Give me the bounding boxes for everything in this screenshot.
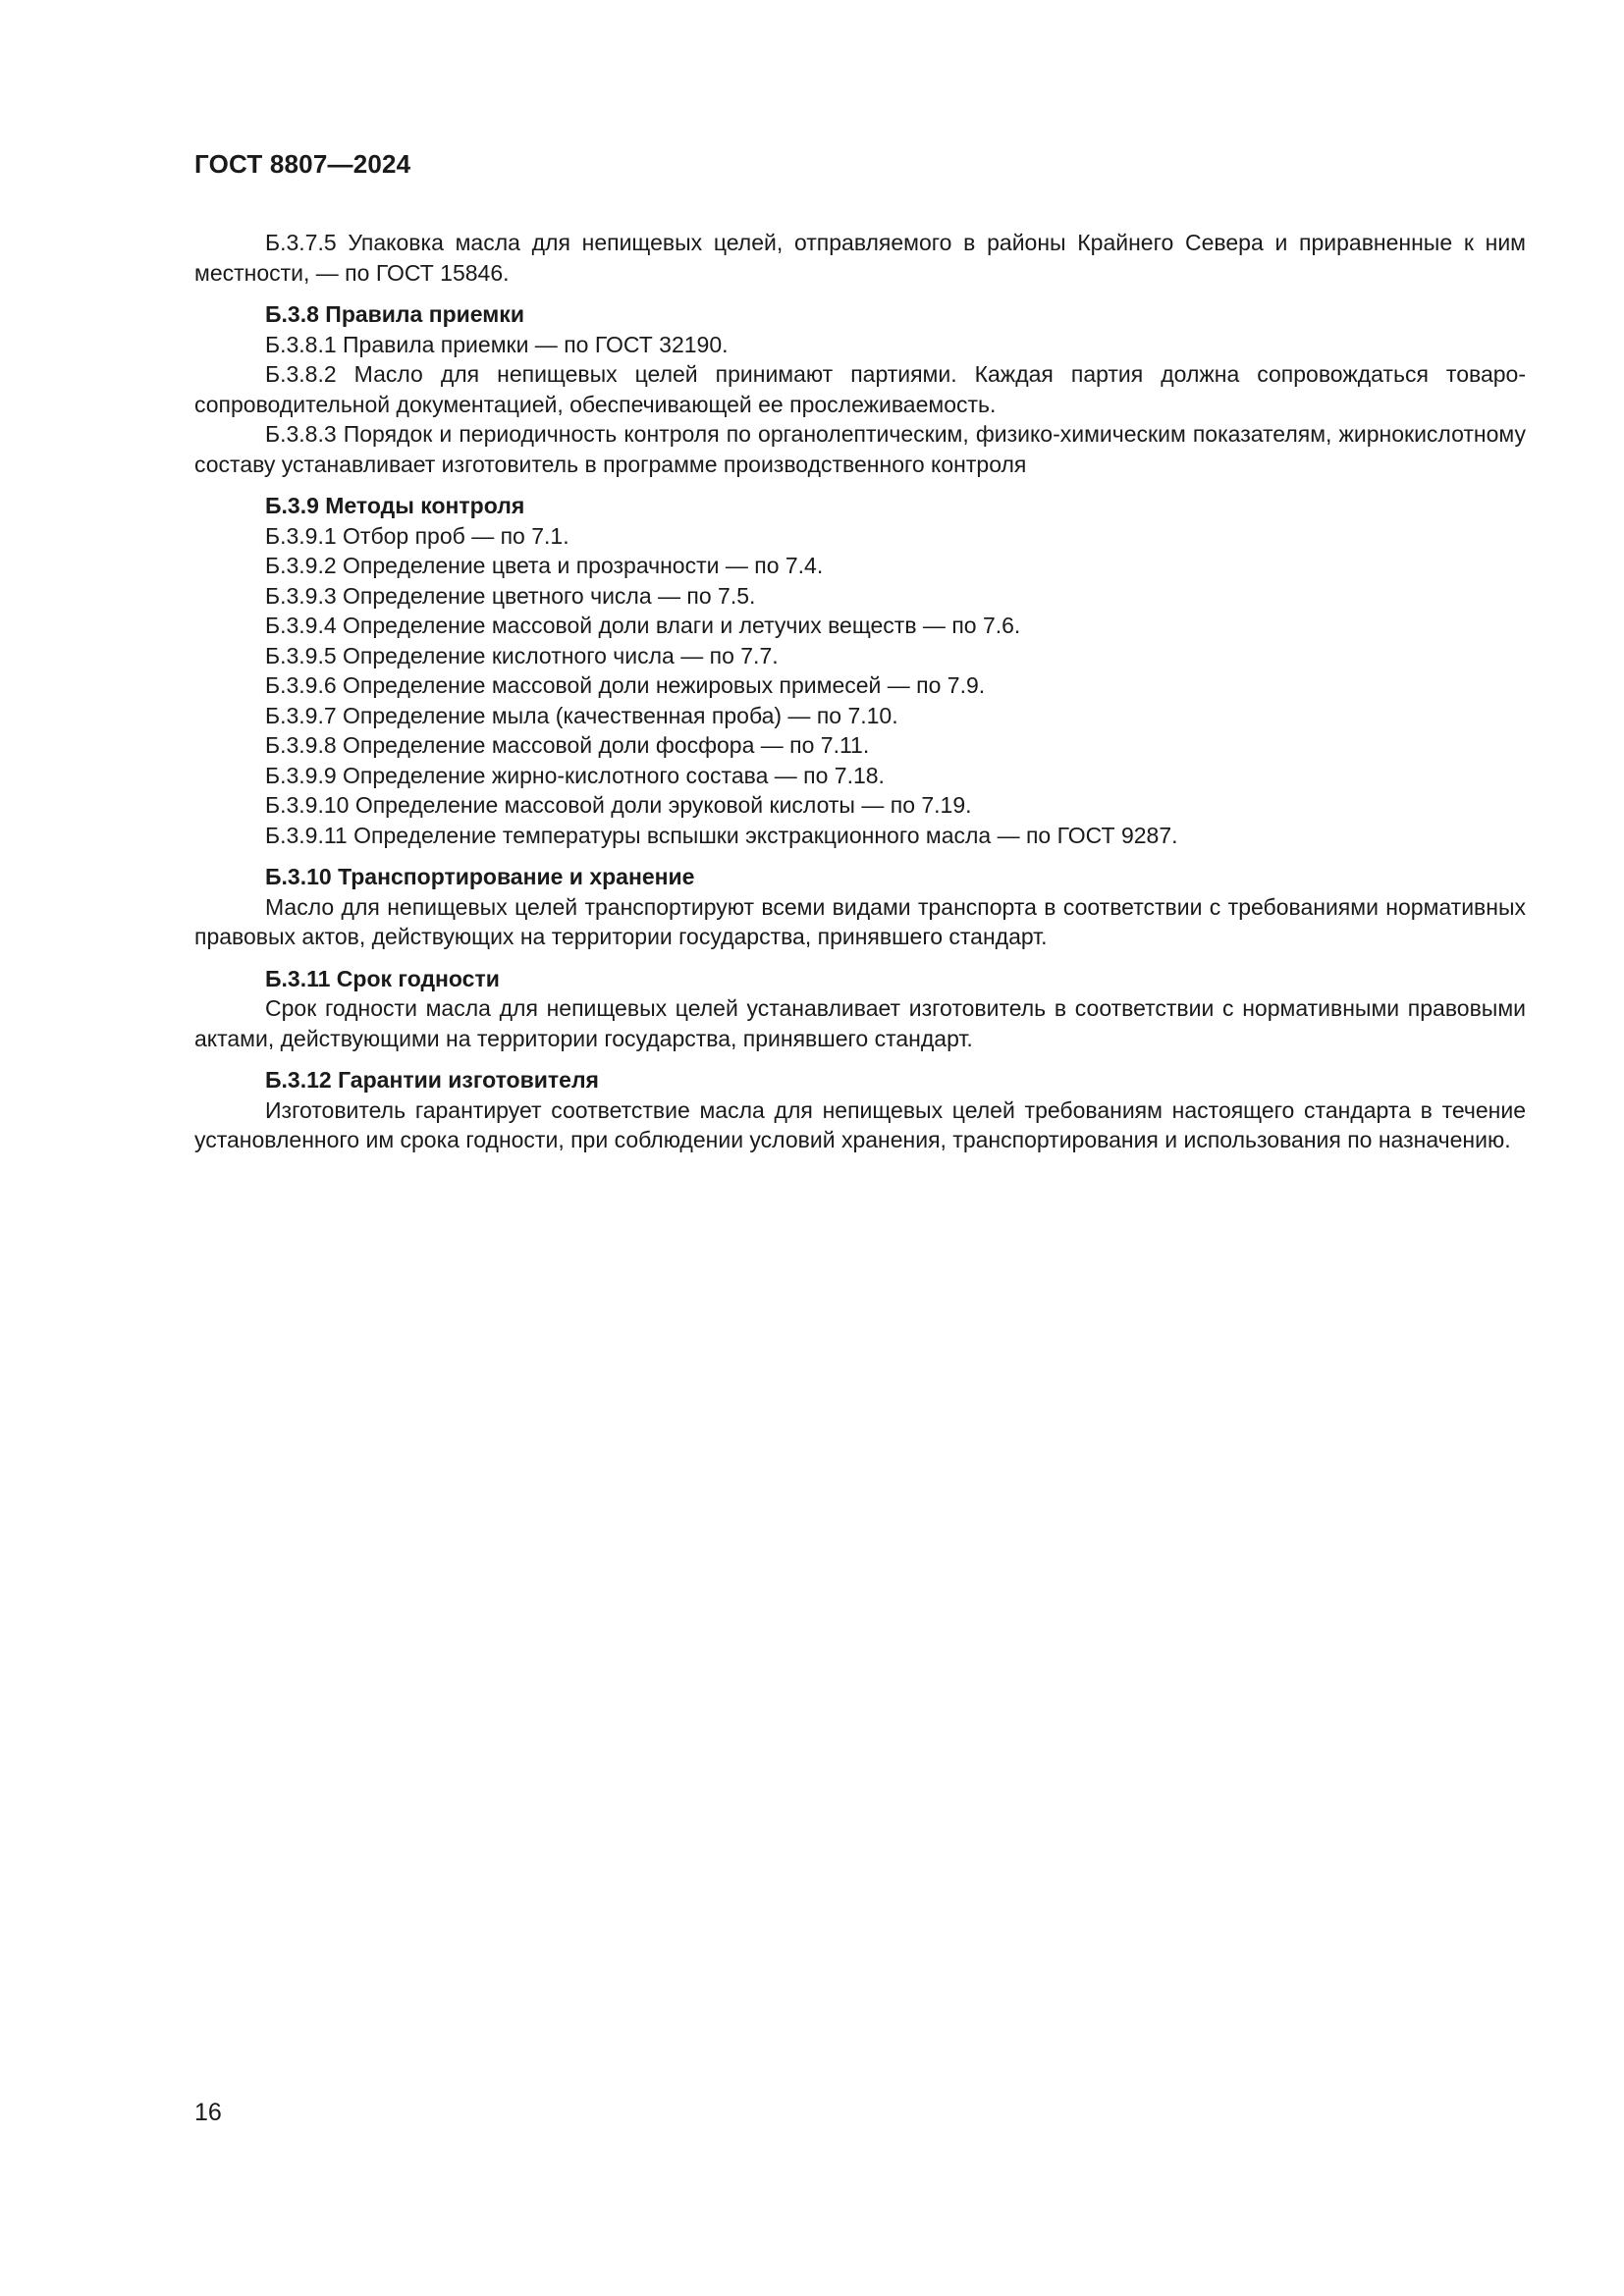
spacer <box>194 952 1526 964</box>
section-heading-b38: Б.3.8 Правила приемки <box>265 301 524 327</box>
list-item: Б.3.9.1 Отбор проб — по 7.1. <box>265 522 569 549</box>
list-item: Б.3.9.11 Определение температуры вспышки экстракционного масла — по ГОСТ 9287. <box>265 822 1178 848</box>
list-item: Б.3.8.1 Правила приемки — по ГОСТ 32190. <box>265 331 729 357</box>
list-item: Б.3.9.6 Определение массовой доли нежировых примесей — по 7.9. <box>265 672 986 698</box>
spacer <box>194 479 1526 491</box>
list-item: Б.3.8.3 Порядок и периодичность контроля по органолептическим, физико-химическим показателям, жирнокислотному составу устанавливает изготовитель в программе производственного контроля <box>194 421 1526 477</box>
spacer <box>194 1053 1526 1065</box>
list-item: Б.3.8.2 Масло для непищевых целей принимают партиями. Каждая партия должна сопровождаться товаросопроводительной документацией, обеспечивающей ее прослеживаемость. <box>194 361 1526 417</box>
paragraph-b310: Масло для непищевых целей транспортируют всеми видами транспорта в соответствии с требованиями нормативных правовых актов, действующих на территории государства, принявшего стандарт. <box>194 893 1526 949</box>
list-item: Б.3.9.2 Определение цвета и прозрачности — по 7.4. <box>265 553 824 578</box>
section-heading-b312: Б.3.12 Гарантии изготовителя <box>265 1067 599 1093</box>
spacer <box>194 288 1526 299</box>
list-item: Б.3.9.3 Определение цветного числа — по 7.5. <box>265 582 756 609</box>
list-item: Б.3.9.4 Определение массовой доли влаги и летучих веществ — по 7.6. <box>265 613 1021 638</box>
section-heading-b39: Б.3.9 Методы контроля <box>265 493 525 518</box>
document-header: ГОСТ 8807—2024 <box>194 149 411 179</box>
list-item: Б.3.9.5 Определение кислотного числа — по 7.7. <box>265 642 779 668</box>
list-item: Б.3.9.8 Определение массовой доли фосфора — по 7.11. <box>265 732 870 758</box>
document-body <box>194 228 1526 1155</box>
paragraph-b311: Срок годности масла для непищевых целей устанавливает изготовитель в соответствии с нормативными правовыми актами, действующими на территории государства, принявшего стандарт. <box>194 995 1526 1051</box>
list-item: Б.3.9.7 Определение мыла (качественная проба) — по 7.10. <box>265 702 898 728</box>
section-heading-b311: Б.3.11 Срок годности <box>265 965 500 991</box>
spacer <box>194 850 1526 862</box>
section-heading-b310: Б.3.10 Транспортирование и хранение <box>265 864 695 889</box>
list-item: Б.3.9.10 Определение массовой доли эруковой кислоты — по 7.19. <box>265 792 972 818</box>
paragraph-b375: Б.3.7.5 Упаковка масла для непищевых целей, отправляемого в районы Крайнего Севера и приравненные к ним местности, — по ГОСТ 15846. <box>194 230 1526 286</box>
paragraph-b312: Изготовитель гарантирует соответствие масла для непищевых целей требованиям настоящего стандарта в течение установленного им срока годности, при соблюдении условий хранения, транспортирования и использования по назначению. <box>194 1096 1526 1152</box>
list-item: Б.3.9.9 Определение жирно-кислотного состава — по 7.18. <box>265 762 885 788</box>
page-number: 16 <box>194 2099 222 2126</box>
